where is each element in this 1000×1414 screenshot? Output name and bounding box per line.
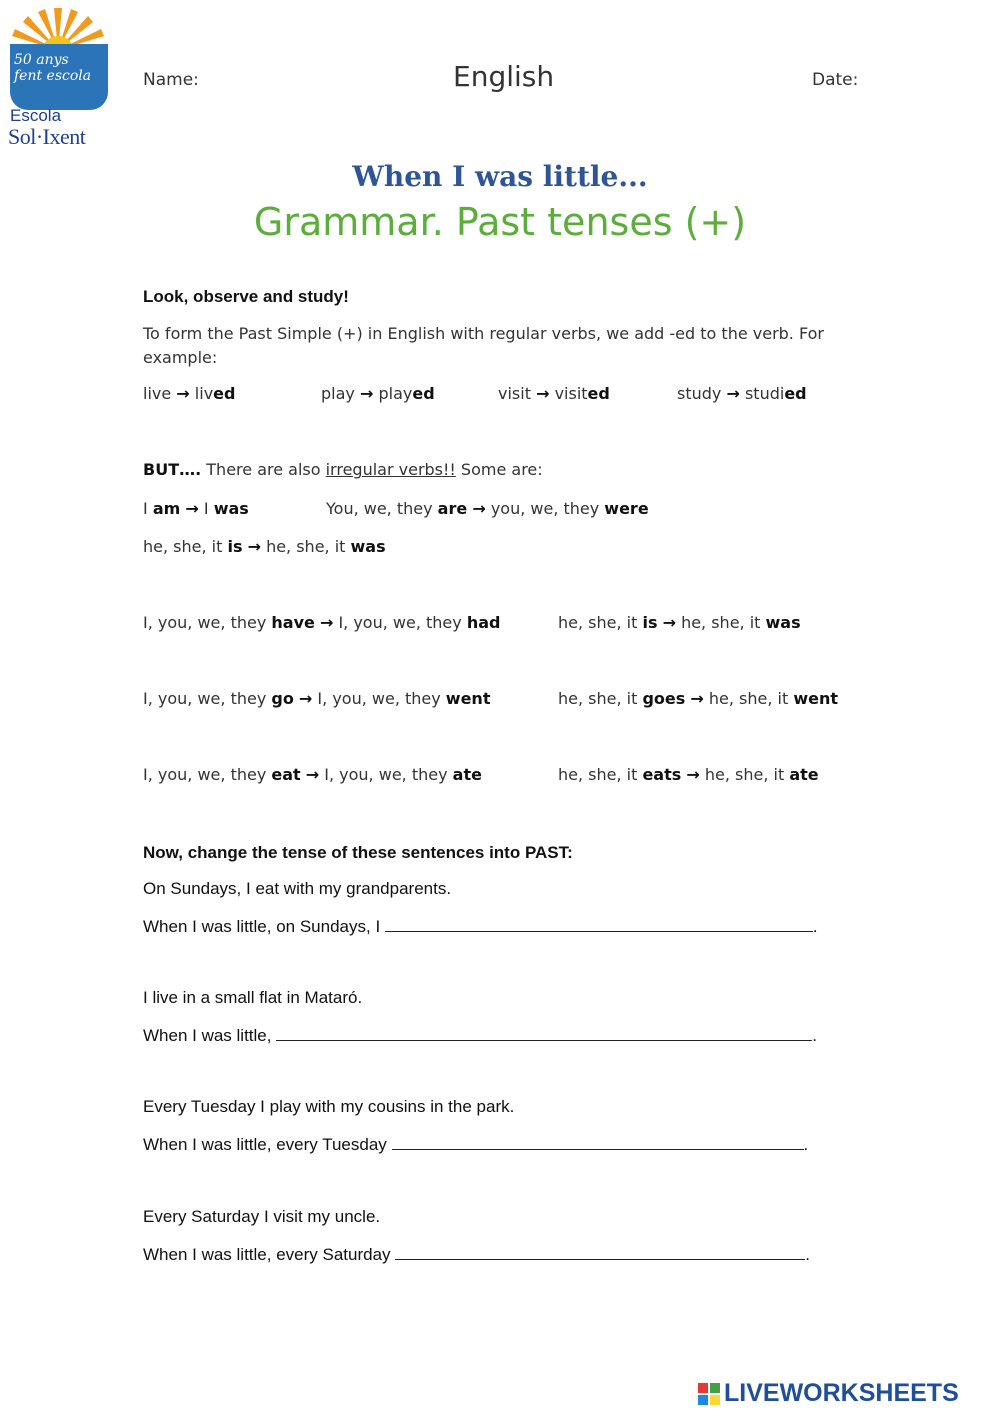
answer-field-2[interactable] <box>276 1024 812 1041</box>
irregular-be-1 <box>143 499 249 518</box>
subject-text: I, you, we, they <box>143 613 272 632</box>
subject-text: he, she, it <box>558 689 643 708</box>
answer-field-1[interactable] <box>385 915 813 932</box>
verb-past: went <box>445 689 491 708</box>
right-arrow-icon: → <box>686 765 700 784</box>
subject-text: I, you, we, they <box>143 765 272 784</box>
study-heading: Look, observe and study! <box>143 287 349 306</box>
irregular-be-3 <box>143 537 386 556</box>
irregular-row-3-right <box>558 765 819 784</box>
verb-past: was <box>213 499 249 518</box>
exercise-sentence-4: Every Saturday I visit my uncle. <box>143 1207 381 1226</box>
exercise-sentence-1: On Sundays, I eat with my grandparents. <box>143 879 452 898</box>
subject-text: he, she, it <box>708 689 794 708</box>
subject-text: he, she, it <box>558 765 643 784</box>
verb-stem: play <box>378 384 413 403</box>
irregular-row-2-right <box>558 689 838 708</box>
name-label: Name: <box>143 70 199 90</box>
verb-stem: studi <box>744 384 785 403</box>
main-title: When I was little... <box>352 160 648 193</box>
regular-example-4 <box>677 384 807 403</box>
logo-motto-line1: 50 anys <box>14 52 69 68</box>
irregular-intro-text: There are also <box>201 460 326 479</box>
study-intro: To form the Past Simple (+) in English with regular verbs, we add -ed to the verb. For example: <box>143 324 824 367</box>
subject-text: he, she, it <box>143 537 228 556</box>
logo-motto <box>14 52 106 84</box>
right-arrow-icon: → <box>176 384 190 403</box>
sentence-end: . <box>803 1135 809 1154</box>
right-arrow-icon: → <box>726 384 740 403</box>
irregular-be-2 <box>326 499 649 518</box>
subject-text: You, we, they <box>326 499 438 518</box>
verb-stem: visit <box>554 384 588 403</box>
verb-base: study <box>677 384 722 403</box>
verb-present: is <box>227 537 243 556</box>
verb-ending: ed <box>784 384 807 403</box>
subject-text: he, she, it <box>266 537 351 556</box>
verb-present: is <box>642 613 658 632</box>
regular-example-2 <box>321 384 435 403</box>
right-arrow-icon: → <box>472 499 486 518</box>
right-arrow-icon: → <box>662 613 676 632</box>
verb-ending: ed <box>412 384 435 403</box>
regular-example-3 <box>498 384 610 403</box>
irregular-row-1-right <box>558 613 801 632</box>
answer-field-4[interactable] <box>395 1243 805 1260</box>
verb-present: eat <box>271 765 301 784</box>
verb-past: ate <box>452 765 482 784</box>
regular-example-1 <box>143 384 235 403</box>
but-label: BUT…. <box>143 460 202 479</box>
exercise-answer-row-4 <box>143 1243 810 1265</box>
subject-text: I <box>203 499 214 518</box>
right-arrow-icon: → <box>359 384 374 403</box>
verb-present: eats <box>642 765 682 784</box>
subject-text: he, she, it <box>558 613 643 632</box>
verb-present: have <box>271 613 315 632</box>
verb-base: live <box>143 384 172 403</box>
subject-text: I, you, we, they <box>143 689 272 708</box>
exercise-prompt: When I was little, <box>143 1026 277 1045</box>
verb-present: go <box>271 689 294 708</box>
irregular-row-1-left <box>143 613 500 632</box>
logo-school-line1: Escola <box>10 106 62 125</box>
verb-stem: liv <box>194 384 214 403</box>
right-arrow-icon: → <box>298 689 313 708</box>
verb-past: was <box>350 537 386 556</box>
sub-title: Grammar. Past tenses (+) <box>253 200 747 244</box>
exercise-sentence-3: Every Tuesday I play with my cousins in the park. <box>143 1097 515 1116</box>
irregular-row-2-left <box>143 689 490 708</box>
irregular-verbs-text: irregular verbs!! <box>325 460 456 479</box>
exercise-prompt: When I was little, every Saturday <box>143 1245 396 1264</box>
subject-title: English <box>453 60 555 93</box>
right-arrow-icon: → <box>185 499 199 518</box>
exercise-prompt: When I was little, on Sundays, I <box>143 917 385 936</box>
right-arrow-icon: → <box>247 537 261 556</box>
right-arrow-icon: → <box>305 765 320 784</box>
subject-text: he, she, it <box>681 613 766 632</box>
right-arrow-icon: → <box>319 613 334 632</box>
date-label: Date: <box>812 70 859 90</box>
sentence-end: . <box>805 1245 811 1264</box>
subject-text: I, you, we, they <box>324 765 453 784</box>
sentence-end: . <box>812 1026 817 1045</box>
verb-ending: ed <box>213 384 236 403</box>
verb-past: had <box>466 613 501 632</box>
exercise-answer-row-2 <box>143 1024 817 1046</box>
subject-text: I, you, we, they <box>338 613 467 632</box>
verb-base: visit <box>498 384 531 403</box>
verb-past: were <box>604 499 649 518</box>
verb-present: am <box>152 499 181 518</box>
logo-school-line2: Sol·Ixent <box>8 124 86 149</box>
verb-ending: ed <box>587 384 610 403</box>
subject-text: I <box>143 499 153 518</box>
verb-past: was <box>765 613 801 632</box>
irregular-row-3-left <box>143 765 482 784</box>
subject-text: I, you, we, they <box>317 689 446 708</box>
exercise-heading: Now, change the tense of these sentences into PAST: <box>143 843 573 862</box>
subject-text: he, she, it <box>704 765 790 784</box>
subject-text: you, we, they <box>490 499 605 518</box>
irregular-intro <box>143 460 543 479</box>
exercise-answer-row-3 <box>143 1133 808 1155</box>
verb-past: ate <box>789 765 819 784</box>
school-logo <box>8 6 108 149</box>
liveworksheets-logo-icon <box>698 1383 720 1405</box>
answer-field-3[interactable] <box>392 1133 804 1150</box>
liveworksheets-brand: LIVEWORKSHEETS <box>724 1379 959 1407</box>
irregular-intro-suffix: Some are: <box>455 460 543 479</box>
exercise-sentence-2: I live in a small flat in Mataró. <box>143 988 363 1007</box>
sentence-end: . <box>812 917 818 936</box>
right-arrow-icon: → <box>690 689 704 708</box>
verb-base: play <box>321 384 355 403</box>
logo-motto-line2: fent escola <box>14 68 92 84</box>
exercise-answer-row-1 <box>143 915 818 937</box>
verb-past: went <box>793 689 838 708</box>
verb-present: goes <box>642 689 686 708</box>
verb-present: are <box>437 499 468 518</box>
exercise-prompt: When I was little, every Tuesday <box>143 1135 392 1154</box>
right-arrow-icon: → <box>536 384 550 403</box>
